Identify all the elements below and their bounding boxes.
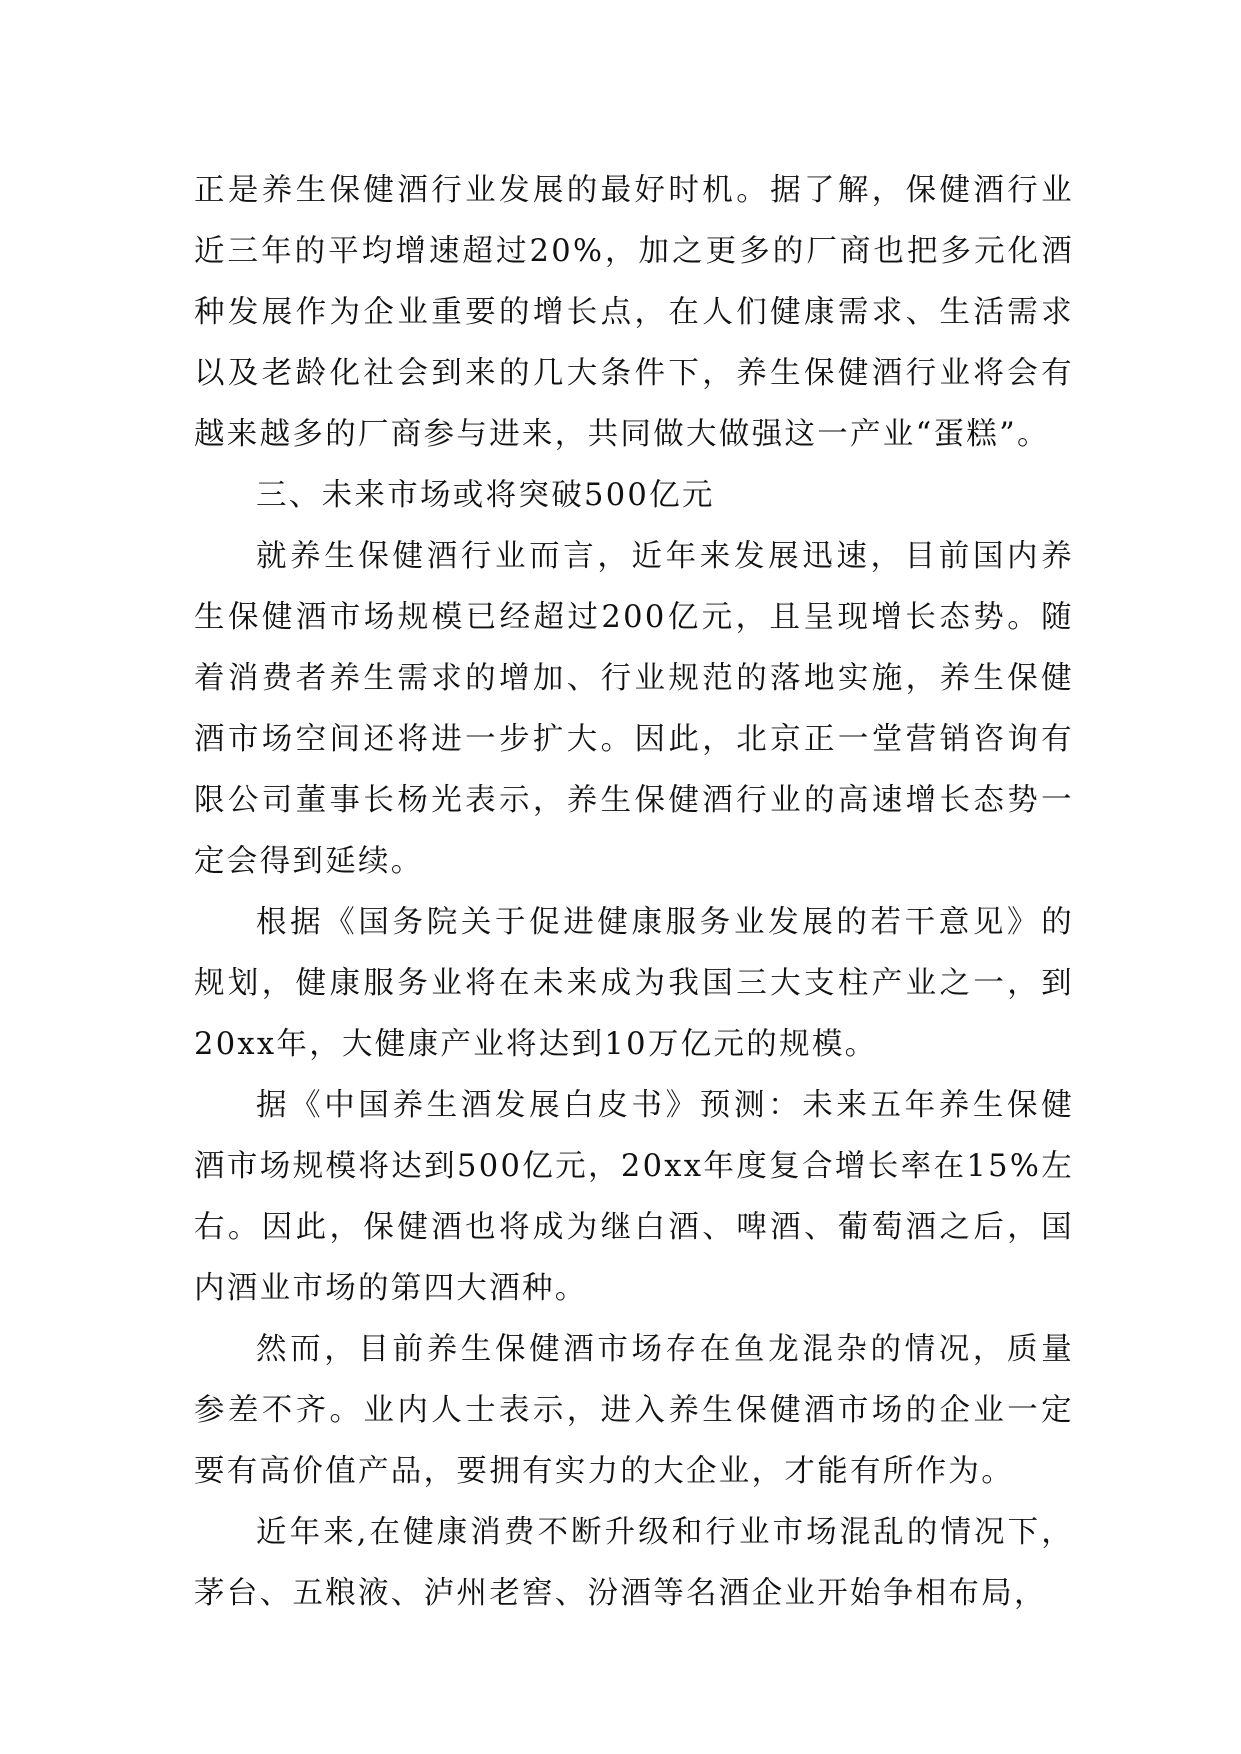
document-body — [194, 160, 1074, 1624]
paragraph-5: 然而，目前养生保健酒市场存在鱼龙混杂的情况，质量参差不齐。业内人士表示，进入养生保健酒市场的企业一定要有高价值产品，要拥有实力的大企业，才能有所作为。 — [194, 1332, 1074, 1489]
section-heading: 三、未来市场或将突破500亿元 — [256, 478, 715, 513]
paragraph-3: 根据《国务院关于促进健康服务业发展的若干意见》的规划，健康服务业将在未来成为我国三大支柱产业之一，到20xx年，大健康产业将达到10万亿元的规模。 — [194, 905, 1074, 1062]
paragraph-1: 正是养生保健酒行业发展的最好时机。据了解，保健酒行业近三年的平均增速超过20%，加之更多的厂商也把多元化酒种发展作为企业重要的增长点，在人们健康需求、生活需求以及老龄化社会到来的几大条件下，养生保健酒行业将会有越来越多的厂商参与进来，共同做大做强这一产业“蛋糕”。 — [194, 173, 1074, 452]
paragraph-6: 近年来,在健康消费不断升级和行业市场混乱的情况下，茅台、五粮液、泸州老窖、汾酒等名酒企业开始争相布局， — [194, 1515, 1074, 1611]
paragraph-4: 据《中国养生酒发展白皮书》预测：未来五年养生保健酒市场规模将达到500亿元，20xx年度复合增长率在15%左右。因此，保健酒也将成为继白酒、啤酒、葡萄酒之后，国内酒业市场的第四大酒种。 — [194, 1088, 1074, 1306]
paragraph-2: 就养生保健酒行业而言，近年来发展迅速，目前国内养生保健酒市场规模已经超过200亿元，且呈现增长态势。随着消费者养生需求的增加、行业规范的落地实施，养生保健酒市场空间还将进一步扩大。因此，北京正一堂营销咨询有限公司董事长杨光表示，养生保健酒行业的高速增长态势一定会得到延续。 — [194, 539, 1074, 879]
